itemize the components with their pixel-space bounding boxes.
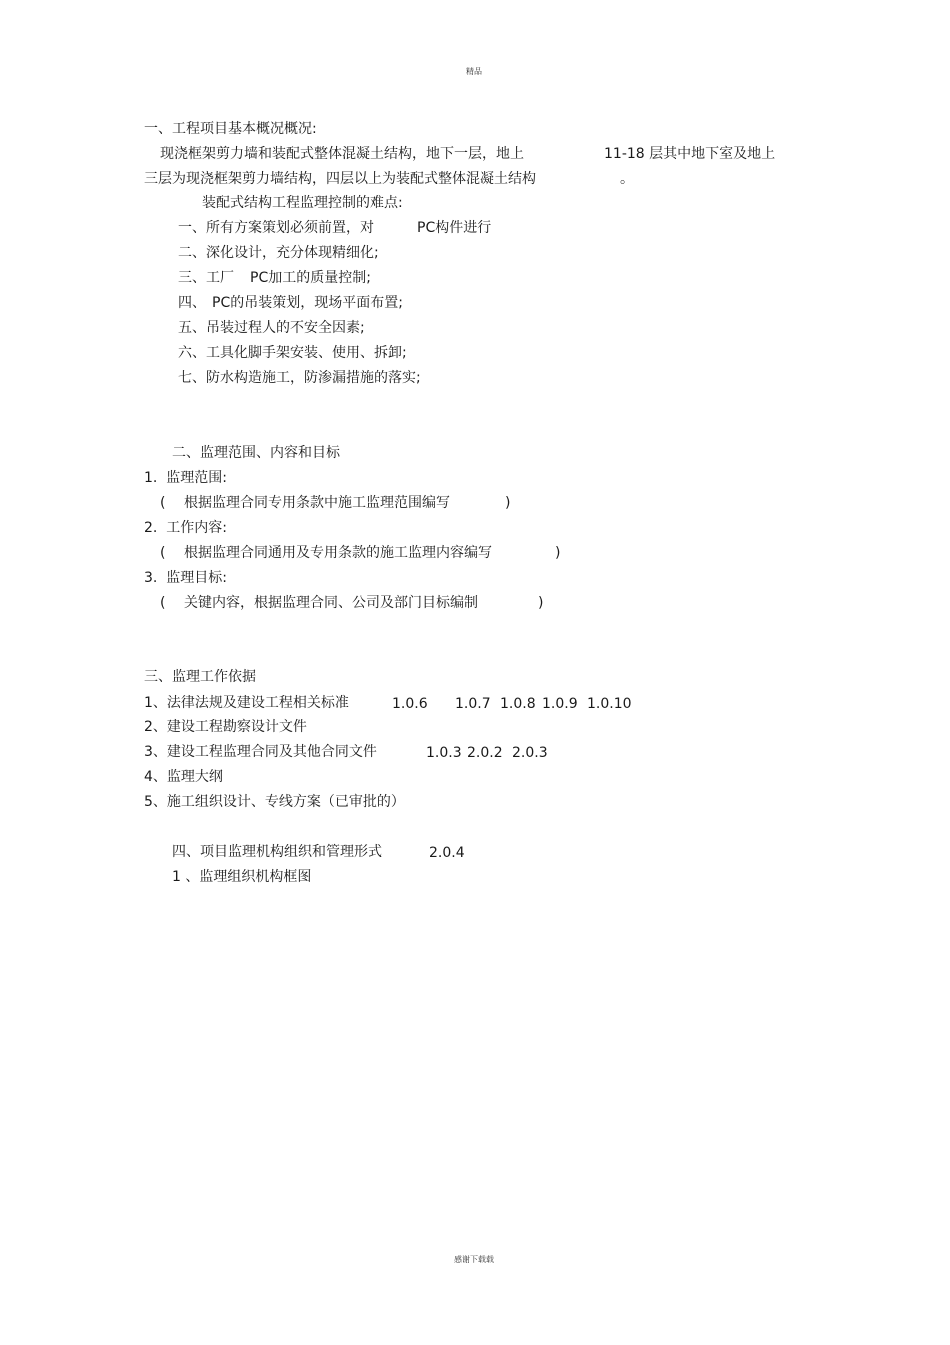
content-close-paren: ) [555, 545, 561, 561]
target-open-paren: ( [160, 595, 166, 611]
basis-item-1: 1、法律法规及建设工程相关标准 [144, 695, 349, 711]
difficulty-item-1-b: PC构件进行 [417, 220, 492, 236]
difficulty-item-5: 五、吊装过程人的不安全因素; [178, 320, 365, 336]
content-label: 2. 工作内容: [144, 520, 227, 536]
target-close-paren: ) [538, 595, 544, 611]
target-text: 关键内容，根据监理合同、公司及部门目标编制 [184, 595, 478, 611]
section-1-para-line2-a: 三层为现浇框架剪力墙结构，四层以上为装配式整体混凝土结构 [144, 171, 536, 187]
difficulty-item-1: 一、所有方案策划必须前置，对 [178, 220, 374, 236]
section-4-sub: 1 、监理组织机构框图 [172, 869, 312, 885]
section-4-ref: 2.0.4 [429, 845, 465, 861]
section-4-title: 四、项目监理机构组织和管理形式 [172, 844, 382, 860]
scope-close-paren: ) [505, 495, 511, 511]
basis-ref-1-0-10: 1.0.10 [587, 696, 632, 712]
difficulty-item-4: 四、 [178, 295, 206, 311]
page-footer: 感谢下载载 [454, 1255, 494, 1264]
basis-item-3: 3、建设工程监理合同及其他合同文件 [144, 744, 377, 760]
section-1-para-line1-a: 现浇框架剪力墙和装配式整体混凝土结构，地下一层，地上 [160, 146, 524, 162]
section-1-para-line1-b: 11-18 层其中地下室及地上 [604, 146, 776, 162]
difficulty-item-3-b: PC加工的质量控制; [250, 270, 371, 286]
content-open-paren: ( [160, 545, 166, 561]
basis-ref-1-0-3: 1.0.3 [426, 745, 462, 761]
difficulty-item-3: 三、工厂 [178, 270, 234, 286]
basis-ref-2-0-2: 2.0.2 [467, 745, 503, 761]
difficulty-item-7: 七、防水构造施工，防渗漏措施的落实; [178, 370, 421, 386]
basis-ref-1-0-9: 1.0.9 [542, 696, 578, 712]
section-1-title: 一、工程项目基本概况概况: [144, 121, 317, 137]
basis-item-5: 5、施工组织设计、专线方案（已审批的） [144, 794, 405, 810]
difficulty-item-4-b: PC的吊装策划，现场平面布置; [212, 295, 403, 311]
basis-ref-1-0-6: 1.0.6 [392, 696, 428, 712]
scope-open-paren: ( [160, 495, 166, 511]
difficulty-item-6: 六、工具化脚手架安装、使用、拆卸; [178, 345, 407, 361]
difficulty-item-2: 二、深化设计，充分体现精细化; [178, 245, 379, 261]
scope-label: 1. 监理范围: [144, 470, 227, 486]
basis-ref-2-0-3: 2.0.3 [512, 745, 548, 761]
basis-ref-1-0-8: 1.0.8 [500, 696, 536, 712]
basis-item-2: 2、建设工程勘察设计文件 [144, 719, 307, 735]
section-3-title: 三、监理工作依据 [144, 669, 256, 685]
page-header: 精品 [466, 67, 482, 76]
scope-text: 根据监理合同专用条款中施工监理范围编写 [184, 495, 450, 511]
section-2-title: 二、监理范围、内容和目标 [172, 445, 340, 461]
difficulty-title: 装配式结构工程监理控制的难点: [202, 195, 403, 211]
basis-item-4: 4、监理大纲 [144, 769, 223, 785]
target-label: 3. 监理目标: [144, 570, 227, 586]
basis-ref-1-0-7: 1.0.7 [455, 696, 491, 712]
content-text: 根据监理合同通用及专用条款的施工监理内容编写 [184, 545, 492, 561]
section-1-para-line2-b: 。 [620, 171, 634, 187]
